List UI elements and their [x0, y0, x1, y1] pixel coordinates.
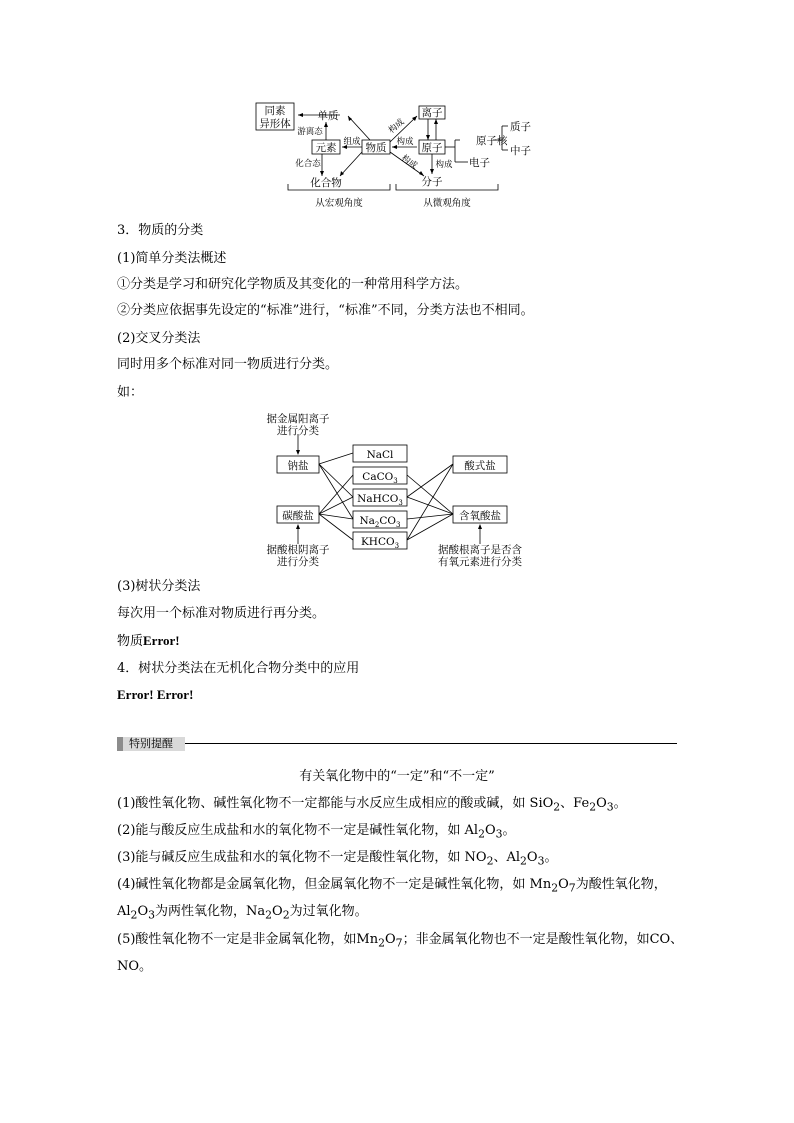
substance-word: 物质 [117, 634, 144, 649]
tip-item-1: (1)酸性氧化物、碱性氧化物不一定都能与水反应生成相应的酸或碱，如 SiO$_2$、$Fe_2O_3$。 [117, 796, 627, 814]
tree-classification-desc: 每次用一个标准对物质进行再分类。 [117, 606, 326, 621]
node-substance: 物质 [365, 142, 387, 154]
label-free-state: 游离态 [297, 127, 323, 137]
label-composition: 组成 [343, 137, 361, 147]
node-caco3: CaCO$_3$ [362, 471, 398, 485]
node-nucleus: 原子核 [476, 135, 508, 147]
node-acid-salt: 酸式盐 [464, 460, 496, 472]
node-compound: 化合物 [310, 177, 342, 189]
classification-point-1: ①分类是学习和研究化学物质及其变化的一种常用科学方法。 [117, 277, 469, 292]
label-constitute-4: 构成 [435, 160, 453, 170]
tip-marker [117, 737, 123, 751]
node-element: 元素 [315, 142, 337, 154]
node-proton: 质子 [510, 121, 531, 133]
node-neutron: 中子 [510, 145, 531, 157]
note-cation-1: 据金属阳离子 [266, 413, 330, 425]
substance-error-line [117, 632, 180, 651]
simple-classification-heading: (1)简单分类法概述 [117, 251, 227, 266]
node-allotrope-1: 同素 [264, 105, 286, 117]
cross-classification-desc: 同时用多个标准对同一物质进行分类。 [117, 357, 339, 372]
error-line: Error! Error! [117, 687, 194, 702]
error-text: Error! [143, 633, 180, 648]
tip-item-3: (3)能与碱反应生成盐和水的氧化物不一定是酸性氧化物，如 $NO_2$、$Al_2O_3$。 [117, 850, 558, 868]
label-micro-view: 从微观角度 [423, 198, 471, 209]
tree-classification-heading: (3)树状分类法 [117, 579, 201, 594]
node-sodium-salt: 钠盐 [287, 460, 309, 472]
node-oxyacid-salt: 含氧酸盐 [459, 510, 501, 522]
node-atom: 原子 [421, 142, 443, 154]
node-molecule: 分子 [421, 176, 443, 188]
note-anion-2: 进行分类 [277, 556, 319, 568]
tip-badge [117, 737, 185, 751]
label-constitute-ion: 构成 [386, 117, 407, 136]
cross-classification-diagram [255, 410, 540, 572]
note-cation-2: 进行分类 [277, 425, 319, 437]
node-nahco3: NaHCO$_3$ [357, 493, 403, 507]
substance-concept-diagram [250, 100, 550, 212]
node-carbonate: 碳酸盐 [282, 510, 314, 522]
tip-title: 有关氧化物中的“一定”和“不一定” [299, 769, 495, 784]
cross-classification-heading: (2)交叉分类法 [117, 331, 201, 346]
tip-label-text: 特别提醒 [129, 737, 173, 750]
note-anion-1: 据酸根阴离子 [266, 544, 330, 556]
section4-heading: 4．树状分类法在无机化合物分类中的应用 [117, 661, 360, 676]
tip-divider [185, 743, 677, 744]
section3-heading: 3．物质的分类 [117, 223, 204, 238]
note-oxygen-1: 据酸根离子是否含 [438, 544, 522, 556]
label-macro-view: 从宏观角度 [315, 198, 363, 209]
node-simple-substance: 单质 [317, 110, 339, 122]
example-label: 如： [117, 385, 144, 400]
node-na2co3: $Na_2CO_3$ [359, 515, 401, 529]
label-constitute-molecule: 构成 [399, 153, 419, 172]
node-ion: 离子 [421, 107, 443, 119]
note-oxygen-2: 有氧元素进行分类 [438, 556, 522, 568]
label-combined-state: 化合态 [295, 159, 321, 169]
tip-item-4b: $Al_2O_3$为两性氧化物，$Na_2O_2$为过氧化物。 [117, 904, 368, 922]
label-constitute-atom: 构成 [396, 137, 414, 147]
node-allotrope-2: 异形体 [259, 118, 291, 130]
node-nacl: NaCl [366, 449, 394, 461]
node-khco3: $KHCO_3$ [360, 536, 400, 550]
tip-item-4a: (4)碱性氧化物都是金属氧化物，但金属氧化物不一定是碱性氧化物，如 $Mn_2O_7$为酸性氧化物， [117, 877, 667, 895]
node-electron: 电子 [469, 157, 490, 169]
classification-point-2: ②分类应依据事先设定的“标准”进行，“标准”不同，分类方法也不相同。 [117, 303, 534, 318]
tip-item-5b: NO。 [117, 959, 153, 974]
tip-item-5a: (5)酸性氧化物不一定是非金属氧化物，如$Mn_2O_7$；非金属氧化物也不一定是酸性氧化物，如CO、 [117, 932, 684, 950]
tip-item-2: (2)能与酸反应生成盐和水的氧化物不一定是碱性氧化物，如 $Al_2O_3$。 [117, 823, 516, 841]
